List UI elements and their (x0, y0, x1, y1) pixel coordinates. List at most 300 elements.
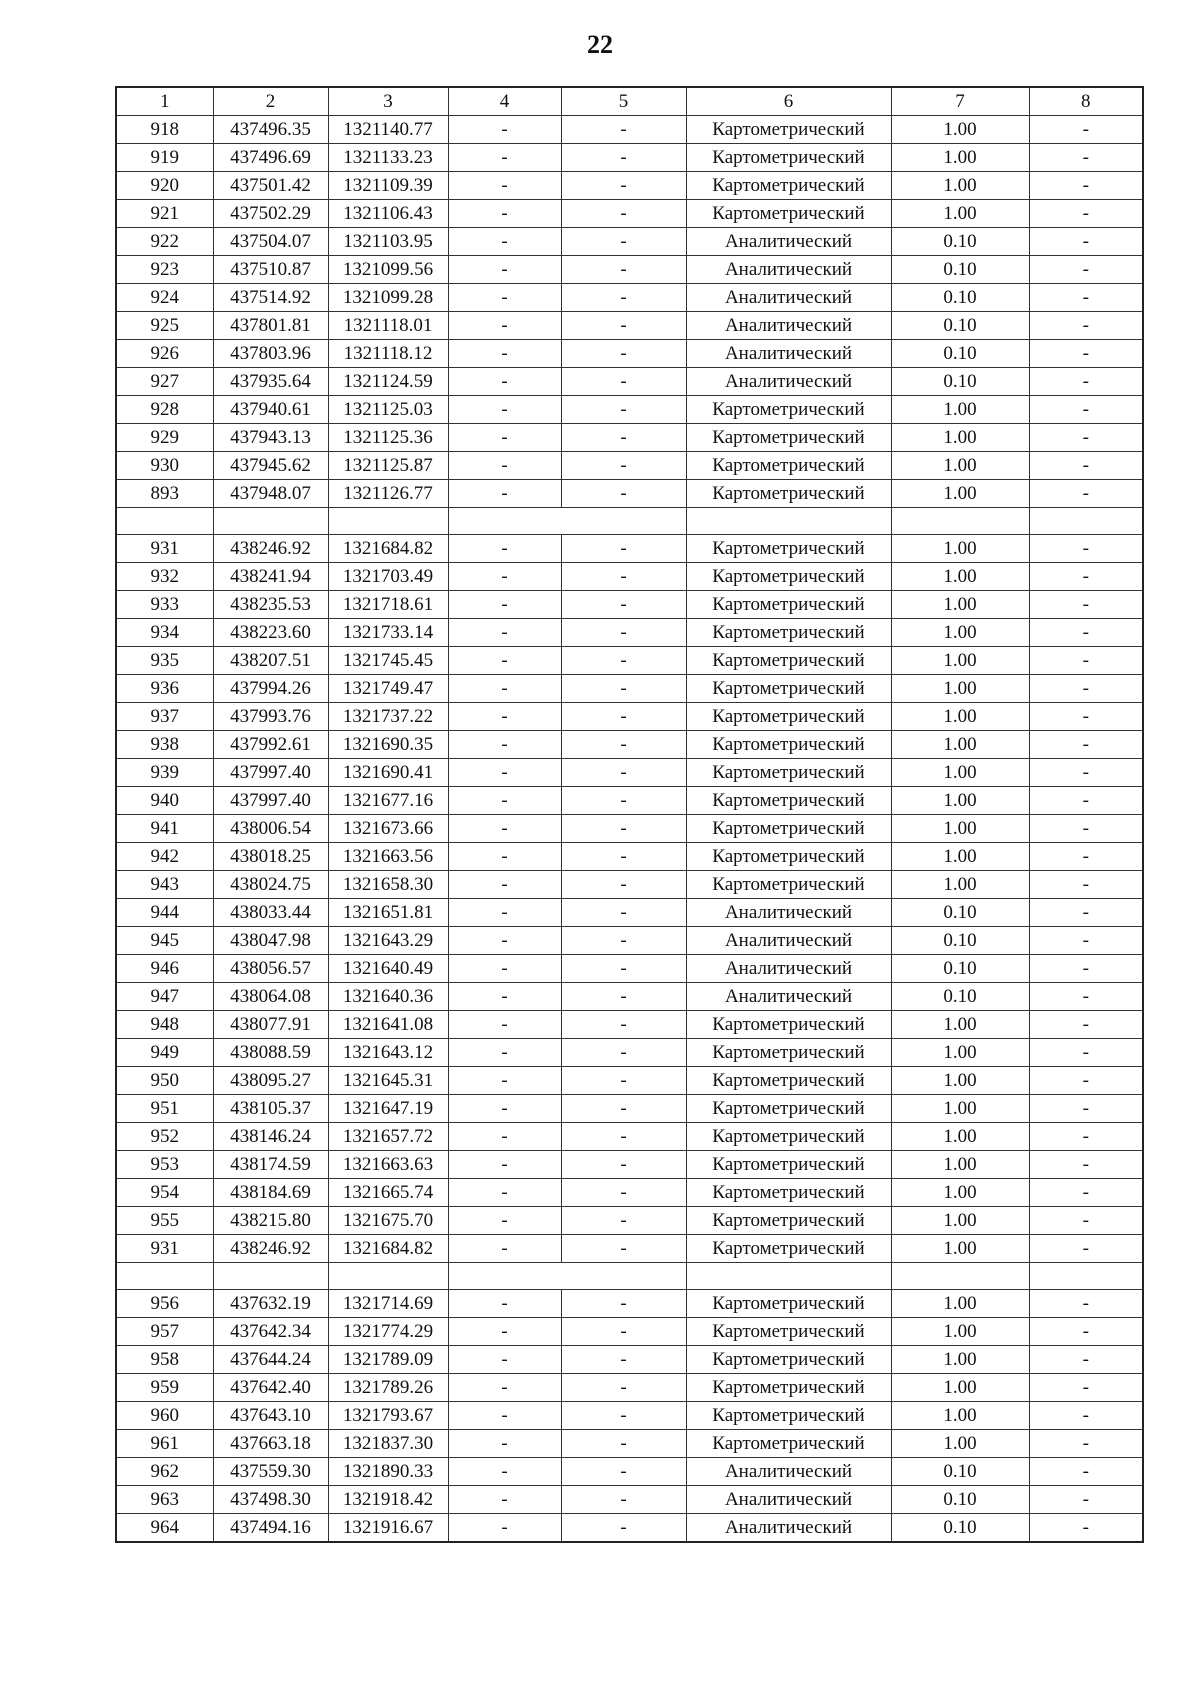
col5-cell: - (561, 1011, 686, 1039)
col4-cell: - (448, 871, 561, 899)
column-header: 4 (448, 87, 561, 116)
accuracy-cell: 0.10 (891, 927, 1029, 955)
col8-cell: - (1029, 1290, 1143, 1318)
accuracy-cell: 1.00 (891, 1290, 1029, 1318)
method-cell: Картометрический (686, 396, 891, 424)
col5-cell: - (561, 871, 686, 899)
col8-cell: - (1029, 535, 1143, 563)
accuracy-cell: 0.10 (891, 340, 1029, 368)
x-coordinate-cell: 437997.40 (213, 759, 328, 787)
x-coordinate-cell: 437501.42 (213, 172, 328, 200)
accuracy-cell: 1.00 (891, 480, 1029, 508)
col5-cell: - (561, 1402, 686, 1430)
point-number-cell: 924 (116, 284, 213, 312)
x-coordinate-cell: 438184.69 (213, 1179, 328, 1207)
accuracy-cell: 0.10 (891, 955, 1029, 983)
x-coordinate-cell: 438088.59 (213, 1039, 328, 1067)
y-coordinate-cell: 1321640.36 (328, 983, 448, 1011)
x-coordinate-cell: 437642.34 (213, 1318, 328, 1346)
table-row (116, 1346, 1143, 1374)
point-number-cell: 944 (116, 899, 213, 927)
x-coordinate-cell: 437644.24 (213, 1346, 328, 1374)
method-cell: Картометрический (686, 144, 891, 172)
accuracy-cell: 1.00 (891, 1179, 1029, 1207)
point-number-cell: 932 (116, 563, 213, 591)
col5-cell: - (561, 815, 686, 843)
method-cell: Картометрический (686, 591, 891, 619)
col8-cell: - (1029, 787, 1143, 815)
col5-cell: - (561, 1290, 686, 1318)
y-coordinate-cell: 1321916.67 (328, 1514, 448, 1543)
y-coordinate-cell: 1321663.63 (328, 1151, 448, 1179)
col4-cell: - (448, 1039, 561, 1067)
column-header: 7 (891, 87, 1029, 116)
point-number-cell: 934 (116, 619, 213, 647)
x-coordinate-cell: 437514.92 (213, 284, 328, 312)
table-row (116, 1067, 1143, 1095)
col8-cell: - (1029, 843, 1143, 871)
y-coordinate-cell: 1321918.42 (328, 1486, 448, 1514)
method-cell: Аналитический (686, 1514, 891, 1543)
y-coordinate-cell: 1321657.72 (328, 1123, 448, 1151)
table-row (116, 1151, 1143, 1179)
method-cell: Аналитический (686, 1486, 891, 1514)
point-number-cell: 946 (116, 955, 213, 983)
accuracy-cell: 1.00 (891, 535, 1029, 563)
accuracy-cell: 1.00 (891, 1123, 1029, 1151)
method-cell: Аналитический (686, 228, 891, 256)
col4-cell: - (448, 927, 561, 955)
method-cell: Картометрический (686, 1318, 891, 1346)
point-number-cell: 931 (116, 1235, 213, 1263)
y-coordinate-cell: 1321658.30 (328, 871, 448, 899)
x-coordinate-cell: 437643.10 (213, 1402, 328, 1430)
table-row (116, 843, 1143, 871)
x-coordinate-cell: 438018.25 (213, 843, 328, 871)
method-cell: Картометрический (686, 871, 891, 899)
accuracy-cell: 1.00 (891, 1430, 1029, 1458)
col5-cell: - (561, 1430, 686, 1458)
empty-cell (891, 1263, 1029, 1290)
col8-cell: - (1029, 1123, 1143, 1151)
point-number-cell: 937 (116, 703, 213, 731)
col5-cell: - (561, 1039, 686, 1067)
point-number-cell: 948 (116, 1011, 213, 1039)
col5-cell: - (561, 284, 686, 312)
table-row (116, 228, 1143, 256)
y-coordinate-cell: 1321789.26 (328, 1374, 448, 1402)
col8-cell: - (1029, 1011, 1143, 1039)
y-coordinate-cell: 1321651.81 (328, 899, 448, 927)
table-row (116, 172, 1143, 200)
accuracy-cell: 0.10 (891, 312, 1029, 340)
method-cell: Картометрический (686, 1179, 891, 1207)
col8-cell: - (1029, 1486, 1143, 1514)
column-header: 2 (213, 87, 328, 116)
method-cell: Аналитический (686, 340, 891, 368)
point-number-cell: 925 (116, 312, 213, 340)
accuracy-cell: 0.10 (891, 228, 1029, 256)
col4-cell: - (448, 1290, 561, 1318)
point-number-cell: 953 (116, 1151, 213, 1179)
x-coordinate-cell: 437935.64 (213, 368, 328, 396)
point-number-cell: 927 (116, 368, 213, 396)
col4-cell: - (448, 1123, 561, 1151)
col5-cell: - (561, 256, 686, 284)
col8-cell: - (1029, 284, 1143, 312)
point-number-cell: 959 (116, 1374, 213, 1402)
col8-cell: - (1029, 731, 1143, 759)
col4-cell: - (448, 228, 561, 256)
table-row (116, 1039, 1143, 1067)
col5-cell: - (561, 759, 686, 787)
col4-cell: - (448, 955, 561, 983)
point-number-cell: 952 (116, 1123, 213, 1151)
table-row (116, 731, 1143, 759)
point-number-cell: 893 (116, 480, 213, 508)
method-cell: Аналитический (686, 312, 891, 340)
x-coordinate-cell: 438047.98 (213, 927, 328, 955)
y-coordinate-cell: 1321793.67 (328, 1402, 448, 1430)
method-cell: Аналитический (686, 983, 891, 1011)
col8-cell: - (1029, 563, 1143, 591)
empty-cell (561, 1263, 686, 1290)
col4-cell: - (448, 340, 561, 368)
col8-cell: - (1029, 871, 1143, 899)
accuracy-cell: 1.00 (891, 619, 1029, 647)
y-coordinate-cell: 1321703.49 (328, 563, 448, 591)
table-row (116, 1374, 1143, 1402)
column-header: 3 (328, 87, 448, 116)
method-cell: Картометрический (686, 1207, 891, 1235)
y-coordinate-cell: 1321714.69 (328, 1290, 448, 1318)
point-number-cell: 919 (116, 144, 213, 172)
x-coordinate-cell: 438235.53 (213, 591, 328, 619)
empty-cell (1029, 1263, 1143, 1290)
point-number-cell: 931 (116, 535, 213, 563)
col5-cell: - (561, 591, 686, 619)
y-coordinate-cell: 1321124.59 (328, 368, 448, 396)
method-cell: Картометрический (686, 731, 891, 759)
col5-cell: - (561, 480, 686, 508)
col5-cell: - (561, 1486, 686, 1514)
method-cell: Картометрический (686, 1095, 891, 1123)
method-cell: Картометрический (686, 1430, 891, 1458)
method-cell: Картометрический (686, 535, 891, 563)
method-cell: Аналитический (686, 927, 891, 955)
x-coordinate-cell: 438207.51 (213, 647, 328, 675)
accuracy-cell: 1.00 (891, 1207, 1029, 1235)
accuracy-cell: 1.00 (891, 759, 1029, 787)
empty-cell (328, 1263, 448, 1290)
col8-cell: - (1029, 1039, 1143, 1067)
method-cell: Аналитический (686, 284, 891, 312)
x-coordinate-cell: 437642.40 (213, 1374, 328, 1402)
x-coordinate-cell: 437510.87 (213, 256, 328, 284)
accuracy-cell: 1.00 (891, 787, 1029, 815)
y-coordinate-cell: 1321640.49 (328, 955, 448, 983)
table-row (116, 368, 1143, 396)
col4-cell: - (448, 1486, 561, 1514)
x-coordinate-cell: 437504.07 (213, 228, 328, 256)
col4-cell: - (448, 591, 561, 619)
x-coordinate-cell: 437945.62 (213, 452, 328, 480)
col8-cell: - (1029, 340, 1143, 368)
col8-cell: - (1029, 116, 1143, 144)
col8-cell: - (1029, 1318, 1143, 1346)
accuracy-cell: 1.00 (891, 815, 1029, 843)
method-cell: Картометрический (686, 452, 891, 480)
col8-cell: - (1029, 1235, 1143, 1263)
accuracy-cell: 1.00 (891, 452, 1029, 480)
col4-cell: - (448, 1458, 561, 1486)
col5-cell: - (561, 983, 686, 1011)
col8-cell: - (1029, 1207, 1143, 1235)
col5-cell: - (561, 927, 686, 955)
col4-cell: - (448, 368, 561, 396)
point-number-cell: 945 (116, 927, 213, 955)
y-coordinate-cell: 1321126.77 (328, 480, 448, 508)
table-row (116, 1402, 1143, 1430)
x-coordinate-cell: 437801.81 (213, 312, 328, 340)
col5-cell: - (561, 340, 686, 368)
method-cell: Картометрический (686, 647, 891, 675)
point-number-cell: 950 (116, 1067, 213, 1095)
empty-cell (561, 508, 686, 535)
col5-cell: - (561, 675, 686, 703)
coordinates-table (115, 86, 1144, 1543)
accuracy-cell: 0.10 (891, 1486, 1029, 1514)
point-number-cell: 935 (116, 647, 213, 675)
method-cell: Аналитический (686, 256, 891, 284)
col4-cell: - (448, 172, 561, 200)
method-cell: Картометрический (686, 759, 891, 787)
y-coordinate-cell: 1321125.87 (328, 452, 448, 480)
point-number-cell: 918 (116, 116, 213, 144)
col8-cell: - (1029, 256, 1143, 284)
table-row (116, 480, 1143, 508)
col8-cell: - (1029, 1346, 1143, 1374)
method-cell: Картометрический (686, 200, 891, 228)
x-coordinate-cell: 438215.80 (213, 1207, 328, 1235)
table-row (116, 1458, 1143, 1486)
y-coordinate-cell: 1321099.28 (328, 284, 448, 312)
method-cell: Картометрический (686, 563, 891, 591)
x-coordinate-cell: 438056.57 (213, 955, 328, 983)
col8-cell: - (1029, 1095, 1143, 1123)
col4-cell: - (448, 284, 561, 312)
col8-cell: - (1029, 144, 1143, 172)
empty-cell (1029, 508, 1143, 535)
y-coordinate-cell: 1321789.09 (328, 1346, 448, 1374)
empty-cell (213, 1263, 328, 1290)
col5-cell: - (561, 452, 686, 480)
x-coordinate-cell: 437997.40 (213, 787, 328, 815)
y-coordinate-cell: 1321774.29 (328, 1318, 448, 1346)
x-coordinate-cell: 437993.76 (213, 703, 328, 731)
method-cell: Аналитический (686, 368, 891, 396)
point-number-cell: 963 (116, 1486, 213, 1514)
y-coordinate-cell: 1321733.14 (328, 619, 448, 647)
col8-cell: - (1029, 675, 1143, 703)
column-header: 8 (1029, 87, 1143, 116)
col4-cell: - (448, 563, 561, 591)
accuracy-cell: 0.10 (891, 983, 1029, 1011)
col8-cell: - (1029, 228, 1143, 256)
point-number-cell: 929 (116, 424, 213, 452)
table-row (116, 1290, 1143, 1318)
col5-cell: - (561, 843, 686, 871)
accuracy-cell: 1.00 (891, 703, 1029, 731)
col4-cell: - (448, 731, 561, 759)
col4-cell: - (448, 1374, 561, 1402)
col8-cell: - (1029, 703, 1143, 731)
method-cell: Картометрический (686, 116, 891, 144)
y-coordinate-cell: 1321677.16 (328, 787, 448, 815)
point-number-cell: 930 (116, 452, 213, 480)
accuracy-cell: 1.00 (891, 1011, 1029, 1039)
table-row (116, 563, 1143, 591)
accuracy-cell: 1.00 (891, 424, 1029, 452)
x-coordinate-cell: 438246.92 (213, 535, 328, 563)
y-coordinate-cell: 1321103.95 (328, 228, 448, 256)
x-coordinate-cell: 438033.44 (213, 899, 328, 927)
x-coordinate-cell: 437496.35 (213, 116, 328, 144)
y-coordinate-cell: 1321675.70 (328, 1207, 448, 1235)
table-row (116, 759, 1143, 787)
col4-cell: - (448, 1067, 561, 1095)
x-coordinate-cell: 437502.29 (213, 200, 328, 228)
method-cell: Картометрический (686, 1039, 891, 1067)
y-coordinate-cell: 1321125.36 (328, 424, 448, 452)
col8-cell: - (1029, 647, 1143, 675)
col8-cell: - (1029, 452, 1143, 480)
col8-cell: - (1029, 1430, 1143, 1458)
table-row (116, 619, 1143, 647)
table-row (116, 787, 1143, 815)
x-coordinate-cell: 437940.61 (213, 396, 328, 424)
accuracy-cell: 1.00 (891, 116, 1029, 144)
table-row (116, 200, 1143, 228)
empty-cell (328, 508, 448, 535)
empty-cell (213, 508, 328, 535)
x-coordinate-cell: 438241.94 (213, 563, 328, 591)
x-coordinate-cell: 438006.54 (213, 815, 328, 843)
x-coordinate-cell: 438095.27 (213, 1067, 328, 1095)
col5-cell: - (561, 1458, 686, 1486)
col4-cell: - (448, 983, 561, 1011)
y-coordinate-cell: 1321641.08 (328, 1011, 448, 1039)
col5-cell: - (561, 368, 686, 396)
accuracy-cell: 1.00 (891, 1374, 1029, 1402)
point-number-cell: 957 (116, 1318, 213, 1346)
point-number-cell: 923 (116, 256, 213, 284)
col8-cell: - (1029, 591, 1143, 619)
table-row (116, 312, 1143, 340)
x-coordinate-cell: 438174.59 (213, 1151, 328, 1179)
point-number-cell: 938 (116, 731, 213, 759)
col8-cell: - (1029, 480, 1143, 508)
table-row (116, 927, 1143, 955)
y-coordinate-cell: 1321890.33 (328, 1458, 448, 1486)
method-cell: Картометрический (686, 1346, 891, 1374)
point-number-cell: 961 (116, 1430, 213, 1458)
column-header: 6 (686, 87, 891, 116)
col4-cell: - (448, 144, 561, 172)
accuracy-cell: 1.00 (891, 591, 1029, 619)
col5-cell: - (561, 899, 686, 927)
table-header-row (116, 87, 1143, 116)
method-cell: Картометрический (686, 815, 891, 843)
col5-cell: - (561, 396, 686, 424)
col5-cell: - (561, 1514, 686, 1543)
table-row (116, 396, 1143, 424)
y-coordinate-cell: 1321684.82 (328, 535, 448, 563)
col8-cell: - (1029, 368, 1143, 396)
table-row (116, 647, 1143, 675)
accuracy-cell: 0.10 (891, 368, 1029, 396)
x-coordinate-cell: 437559.30 (213, 1458, 328, 1486)
x-coordinate-cell: 437943.13 (213, 424, 328, 452)
col5-cell: - (561, 228, 686, 256)
accuracy-cell: 1.00 (891, 843, 1029, 871)
y-coordinate-cell: 1321099.56 (328, 256, 448, 284)
col8-cell: - (1029, 955, 1143, 983)
column-header: 1 (116, 87, 213, 116)
col5-cell: - (561, 535, 686, 563)
point-number-cell: 926 (116, 340, 213, 368)
col8-cell: - (1029, 396, 1143, 424)
y-coordinate-cell: 1321118.01 (328, 312, 448, 340)
col4-cell: - (448, 619, 561, 647)
col5-cell: - (561, 703, 686, 731)
col5-cell: - (561, 1123, 686, 1151)
col4-cell: - (448, 843, 561, 871)
col8-cell: - (1029, 312, 1143, 340)
accuracy-cell: 0.10 (891, 1514, 1029, 1543)
column-header: 5 (561, 87, 686, 116)
x-coordinate-cell: 438105.37 (213, 1095, 328, 1123)
col5-cell: - (561, 1318, 686, 1346)
col8-cell: - (1029, 1067, 1143, 1095)
y-coordinate-cell: 1321109.39 (328, 172, 448, 200)
table-row (116, 256, 1143, 284)
col4-cell: - (448, 312, 561, 340)
table-row (116, 871, 1143, 899)
method-cell: Картометрический (686, 424, 891, 452)
page-number: 22 (587, 30, 613, 59)
col4-cell: - (448, 1514, 561, 1543)
col5-cell: - (561, 1067, 686, 1095)
x-coordinate-cell: 437498.30 (213, 1486, 328, 1514)
empty-cell (891, 508, 1029, 535)
y-coordinate-cell: 1321837.30 (328, 1430, 448, 1458)
accuracy-cell: 1.00 (891, 1402, 1029, 1430)
y-coordinate-cell: 1321718.61 (328, 591, 448, 619)
col5-cell: - (561, 619, 686, 647)
point-number-cell: 936 (116, 675, 213, 703)
x-coordinate-cell: 438246.92 (213, 1235, 328, 1263)
col5-cell: - (561, 563, 686, 591)
table-row (116, 703, 1143, 731)
table-row (116, 1179, 1143, 1207)
col4-cell: - (448, 116, 561, 144)
point-number-cell: 940 (116, 787, 213, 815)
empty-cell (448, 508, 561, 535)
method-cell: Аналитический (686, 1458, 891, 1486)
table-row (116, 144, 1143, 172)
col4-cell: - (448, 647, 561, 675)
